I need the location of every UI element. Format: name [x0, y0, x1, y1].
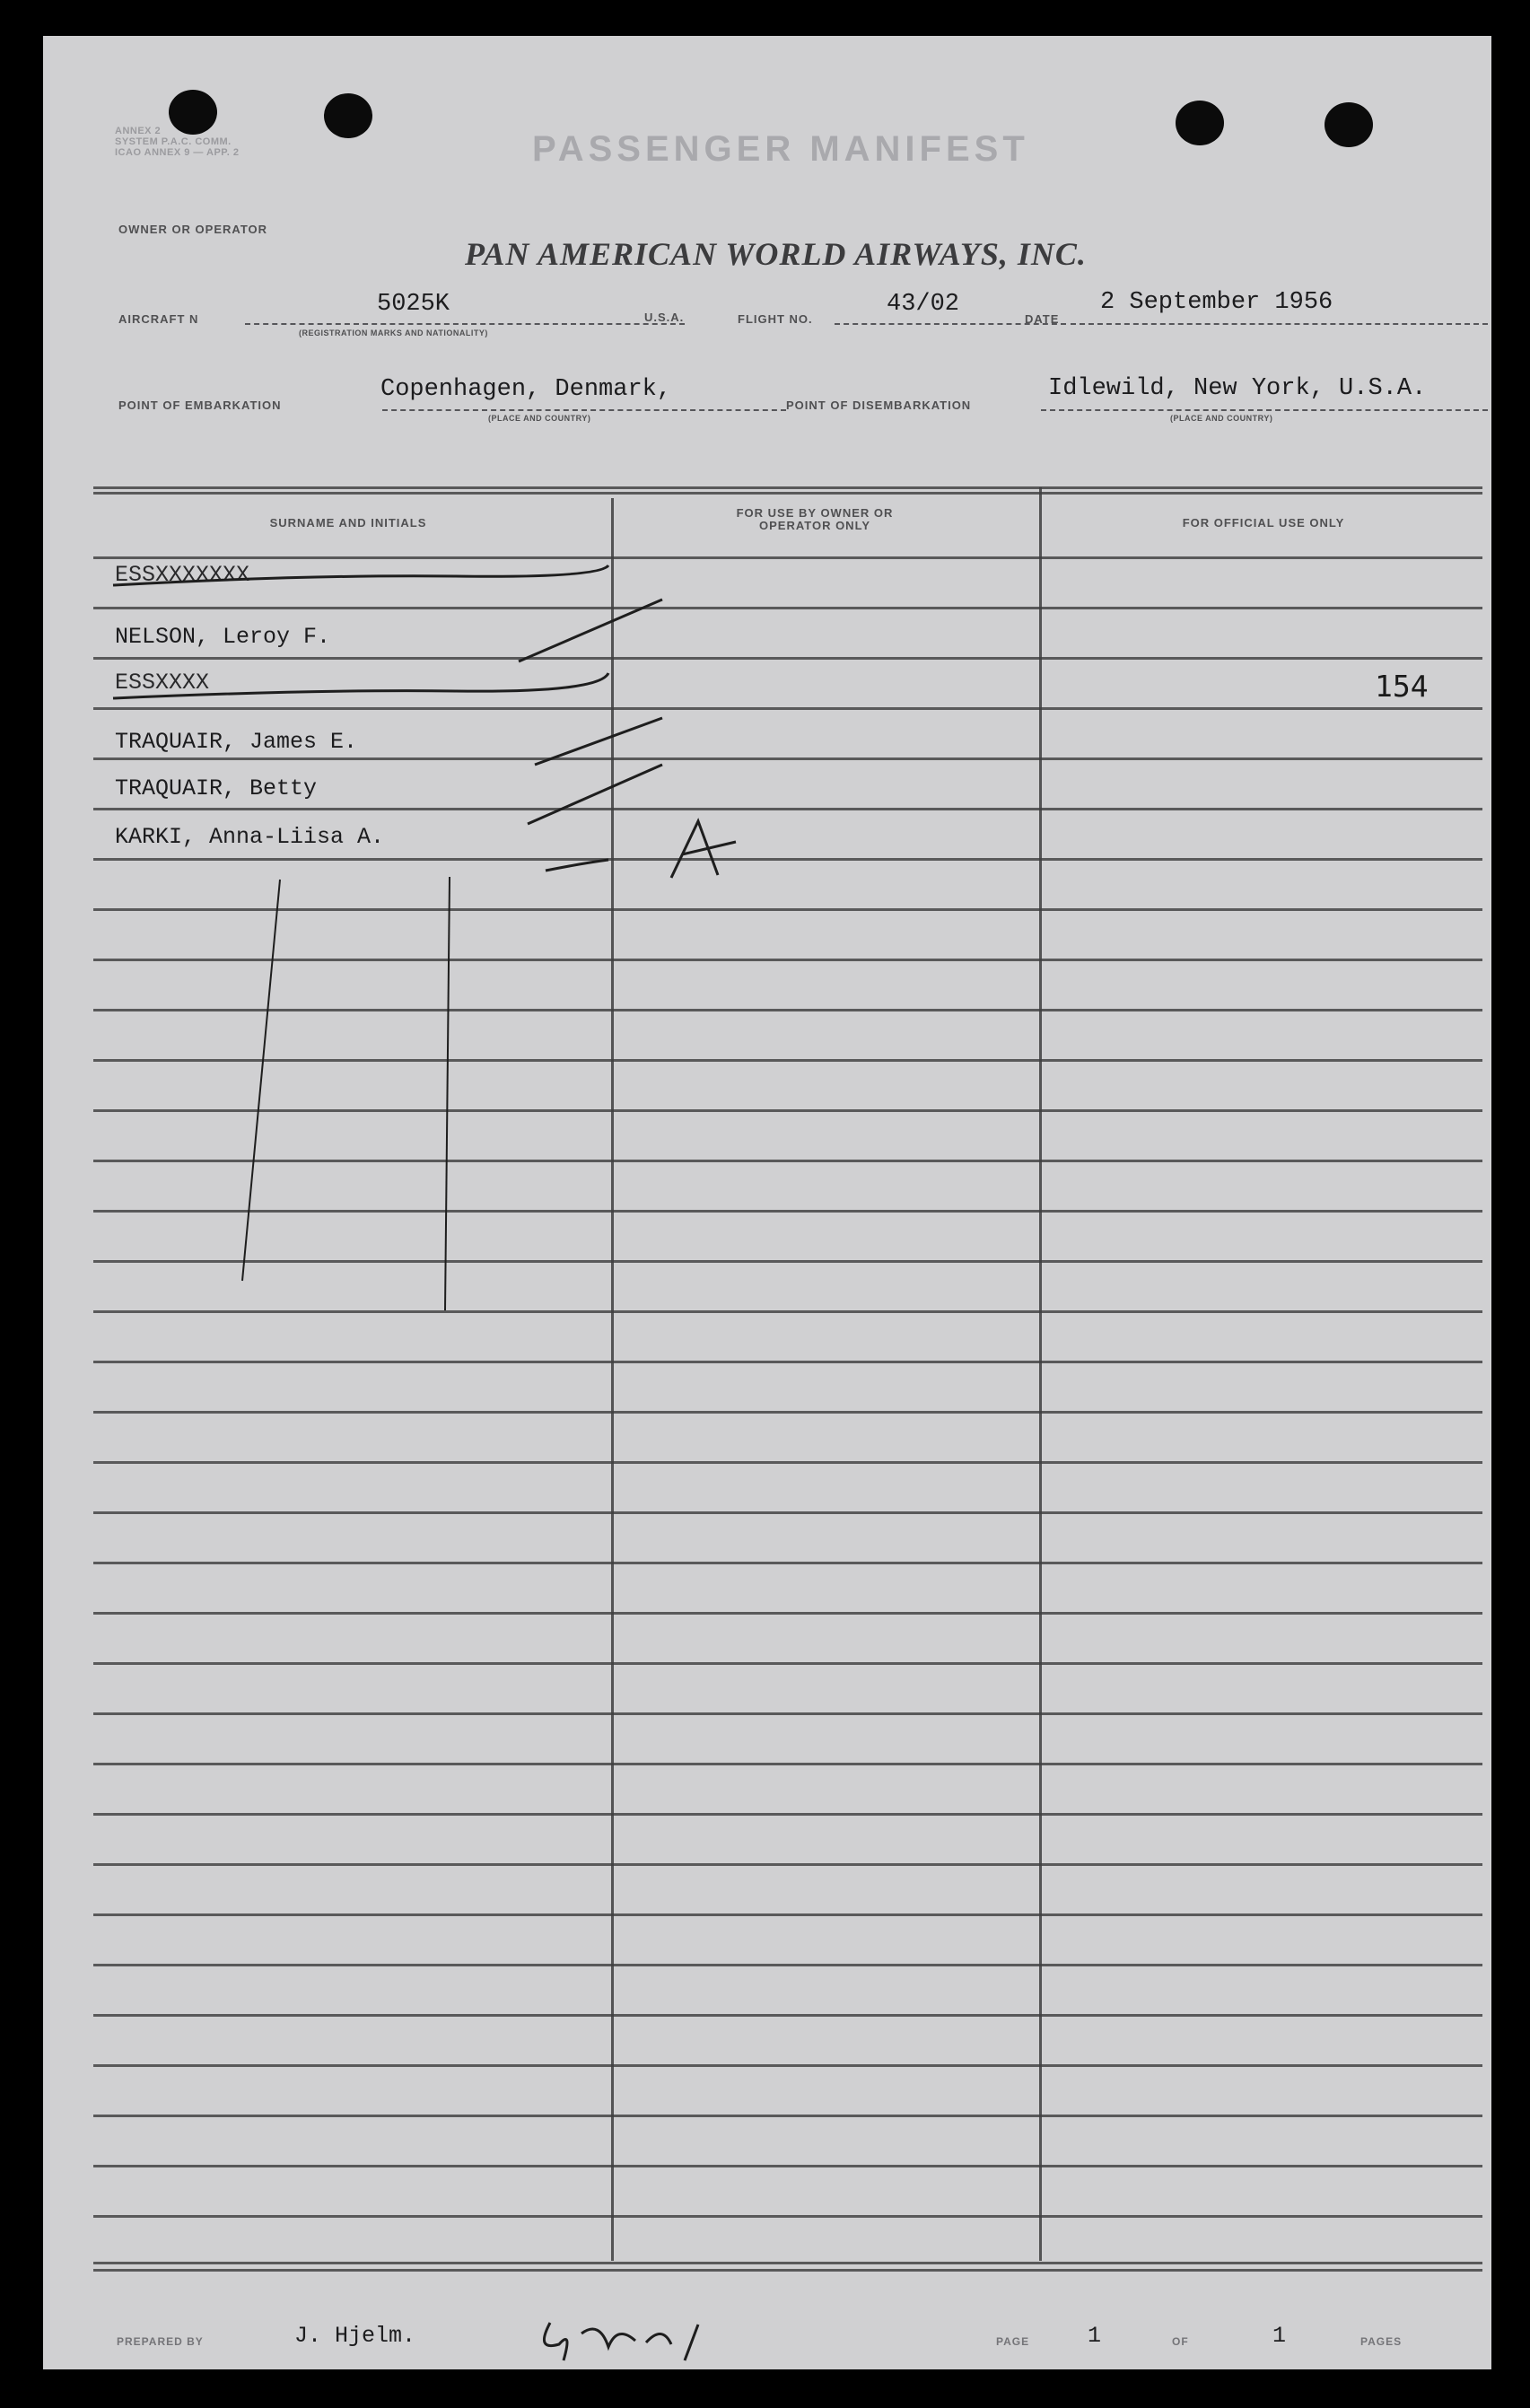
disembarkation-label: POINT OF DISEMBARKATION [786, 398, 972, 412]
column-divider [611, 498, 614, 2261]
row-rule [93, 1562, 1482, 1564]
aircraft-value: 5025K [377, 291, 450, 318]
owner-use-column-header: FOR USE BY OWNER OR OPERATOR ONLY [736, 506, 894, 532]
disembarkation-dotline [1041, 409, 1488, 411]
punch-hole [1176, 101, 1224, 145]
row-rule [93, 607, 1482, 609]
passenger-name: TRAQUAIR, Betty [115, 775, 318, 801]
official-use-column-header: FOR OFFICIAL USE ONLY [1182, 516, 1345, 530]
of-label: OF [1172, 2335, 1189, 2348]
row-rule [93, 1009, 1482, 1011]
row-rule [93, 707, 1482, 710]
punch-hole [1325, 102, 1373, 147]
row-rule [93, 1109, 1482, 1112]
disembarkation-sublabel: (PLACE AND COUNTRY) [1170, 414, 1273, 423]
aircraft-sublabel: (REGISTRATION MARKS AND NATIONALITY) [299, 328, 488, 337]
row-rule [93, 858, 1482, 861]
row-rule [93, 2064, 1482, 2067]
row-rule [93, 1059, 1482, 1062]
row-rule [93, 1913, 1482, 1916]
table-top-rule [93, 492, 1482, 495]
embarkation-value: Copenhagen, Denmark, [380, 376, 672, 403]
row-rule [93, 2115, 1482, 2117]
page-label: PAGE [996, 2335, 1030, 2348]
row-rule [93, 1461, 1482, 1464]
passenger-name-struck: ESSXXXXXXX [115, 562, 250, 588]
form-id-line: ICAO ANNEX 9 — APP. 2 [115, 147, 240, 158]
nationality-label: U.S.A. [644, 311, 685, 324]
passenger-name: NELSON, Leroy F. [115, 624, 331, 650]
date-dotline [1071, 323, 1488, 325]
row-rule [93, 2165, 1482, 2167]
row-rule [93, 1662, 1482, 1665]
embarkation-sublabel: (PLACE AND COUNTRY) [488, 414, 591, 423]
row-rule [93, 2215, 1482, 2218]
row-rule [93, 2014, 1482, 2017]
prepared-by-value: J. Hjelm. [294, 2323, 416, 2349]
row-rule [93, 1813, 1482, 1816]
row-rule [93, 1511, 1482, 1514]
row-rule [93, 1763, 1482, 1765]
date-value: 2 September 1956 [1100, 289, 1333, 316]
owner-label: OWNER OR OPERATOR [118, 223, 268, 236]
row-rule [93, 959, 1482, 961]
table-bottom-rule [93, 2262, 1482, 2264]
row-rule [93, 1411, 1482, 1414]
row-rule [93, 1863, 1482, 1866]
row-rule [93, 1260, 1482, 1263]
pages-label: PAGES [1360, 2335, 1403, 2348]
embarkation-label: POINT OF EMBARKATION [118, 398, 282, 412]
aircraft-dotline [245, 323, 685, 325]
form-identifier [115, 126, 239, 158]
manifest-title: PASSENGER MANIFEST [532, 129, 1029, 169]
row-rule [93, 757, 1482, 760]
prepared-by-label: PREPARED BY [117, 2335, 204, 2348]
passenger-name: TRAQUAIR, James E. [115, 729, 358, 755]
row-rule [93, 808, 1482, 810]
manifest-sheet [43, 36, 1491, 2369]
row-rule [93, 657, 1482, 660]
aircraft-label: AIRCRAFT N [118, 312, 199, 326]
table-top-rule [93, 486, 1482, 489]
row-rule [93, 1310, 1482, 1313]
surname-column-header: SURNAME AND INITIALS [269, 516, 427, 530]
date-label: DATE [1025, 312, 1060, 326]
flight-value: 43/02 [887, 291, 960, 318]
row-rule [93, 1712, 1482, 1715]
form-id-line: SYSTEM P.A.C. COMM. [115, 136, 232, 147]
row-rule [93, 556, 1482, 559]
operator-name: PAN AMERICAN WORLD AIRWAYS, INC. [465, 236, 1087, 272]
column-divider [1039, 487, 1042, 2261]
embarkation-dotline [382, 409, 786, 411]
row-rule [93, 908, 1482, 911]
passenger-name: KARKI, Anna-Liisa A. [115, 824, 385, 850]
page-value: 1 [1088, 2323, 1102, 2349]
disembarkation-value: Idlewild, New York, U.S.A. [1048, 375, 1427, 402]
page-total: 1 [1272, 2323, 1287, 2349]
row-rule [93, 1210, 1482, 1213]
flight-label: FLIGHT NO. [738, 312, 813, 326]
form-id-line: ANNEX 2 [115, 126, 162, 136]
row-rule [93, 1612, 1482, 1615]
row-rule [93, 1361, 1482, 1363]
punch-hole [324, 93, 372, 138]
passenger-name-struck: ESSXXXX [115, 670, 210, 696]
row-rule [93, 1964, 1482, 1966]
table-bottom-rule [93, 2269, 1482, 2272]
row-rule [93, 1160, 1482, 1162]
official-note: 154 [1375, 669, 1429, 704]
